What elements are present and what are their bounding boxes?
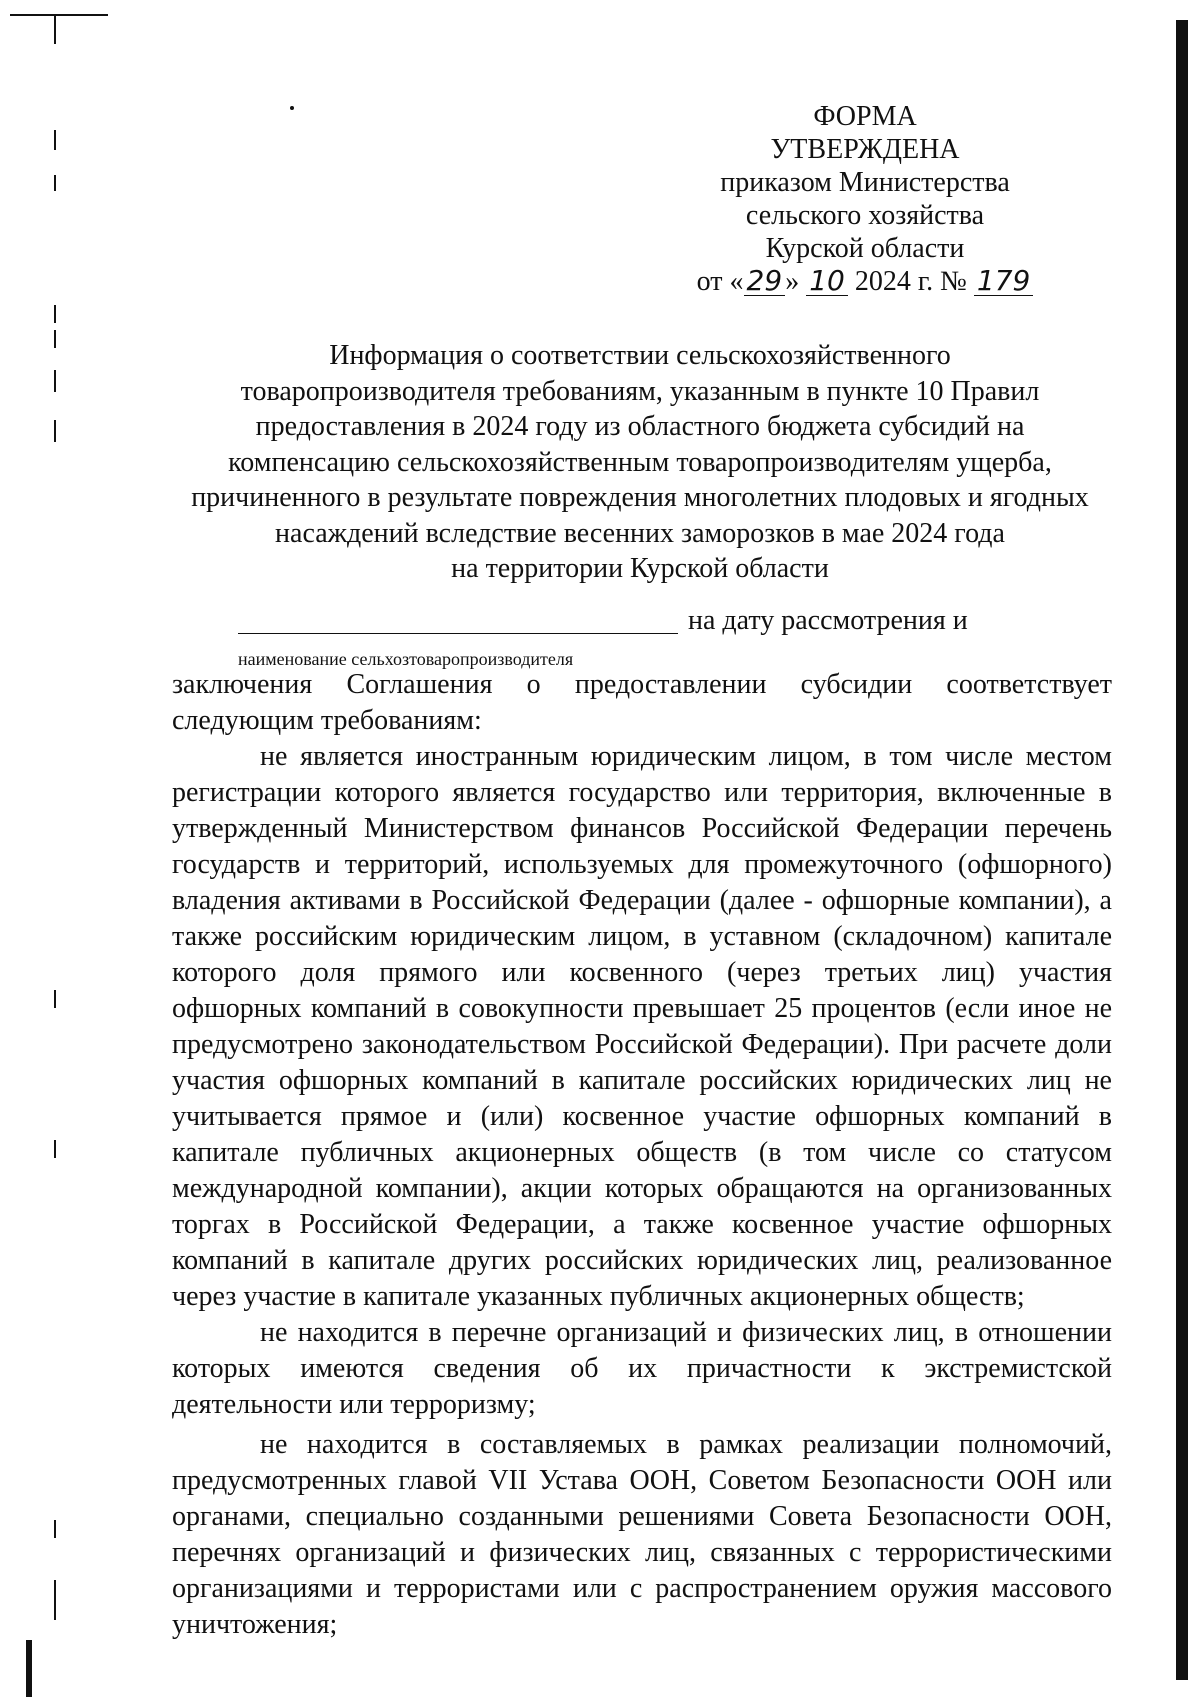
document-title [170, 338, 1110, 587]
scan-left-edge [54, 130, 56, 150]
scan-left-edge [54, 420, 56, 442]
scan-left-edge [54, 990, 56, 1008]
requirement-offshore-paragraph: не является иностранным юридическим лицом, в том числе местом регистрации которого является государство или территория, включенные в утвержденный Министерством финансов Российской Федерации перечень государств и территорий, используемых для промежуточного (офшорного) владения активами в Российской Федерации (далее - офшорные компании), а также российским юридическим лицом, в уставном (складочном) капитале которого доля прямого или косвенного (через третьих лиц) участия офшорных компаний в совокупности превышает 25 процентов (если иное не предусмотрено законодательством Российской Федерации). При расчете доли участия офшорных компаний в капитале российских юридических лиц не учитывается прямое и (или) косвенное участие офшорных компаний в капитале публичных акционерных обществ (в том числе со статусом международной компании), акции которых обращаются на организованных торгах в Российской Федерации, а также косвенное участие офшорных компаний в капитале других российских юридических лиц, реализованное через участие в капитале указанных публичных акционерных обществ; [172, 741, 1112, 1312]
approval-form-label: ФОРМА [813, 101, 917, 132]
scan-left-edge [54, 1520, 56, 1538]
scan-left-edge [54, 1580, 56, 1620]
approval-region-line: Курской области [765, 233, 965, 264]
body-intro-paragraph: заключения Соглашения о предоставлении субсидии соответствует следующим требованиям: [172, 669, 1112, 736]
title-line: Информация о соответствии сельскохозяйственного [329, 340, 951, 371]
title-line: причиненного в результате повреждения многолетних плодовых и ягодных [191, 482, 1089, 513]
producer-name-blank-line[interactable] [238, 633, 678, 634]
scan-left-edge [54, 330, 56, 348]
date-day-handwritten: 29 [744, 267, 786, 296]
producer-name-trailing-text: на дату рассмотрения и [688, 605, 968, 636]
date-day-close: » [785, 266, 800, 297]
date-year-and-number-label: 2024 г. № [854, 266, 967, 297]
scan-left-edge [54, 305, 56, 323]
date-prefix: от « [696, 266, 744, 297]
approval-approved-label: УТВЕРЖДЕНА [770, 134, 960, 165]
title-line: товаропроизводителя требованиям, указанным в пункте 10 Правил [240, 375, 1040, 407]
scan-left-edge [54, 16, 56, 44]
title-line: на территории Курской области [451, 553, 829, 584]
requirement-extremism-paragraph: не находится в перечне организаций и физических лиц, в отношении которых имеются сведения об их причастности к экстремистской деятельности или терроризму; [172, 1317, 1112, 1420]
date-month-handwritten: 10 [806, 267, 848, 296]
scan-left-edge [54, 175, 56, 191]
approval-order-line: приказом Министерства [720, 167, 1010, 198]
scan-left-edge [26, 1640, 32, 1697]
scan-right-edge [1176, 20, 1188, 1680]
producer-name-row [238, 605, 998, 645]
scan-speck [290, 106, 294, 110]
approval-block [690, 100, 1040, 298]
scan-left-edge [54, 370, 56, 392]
producer-name-caption: наименование сельхозтоваропроизводителя [238, 649, 574, 669]
title-line: предоставления в 2024 году из областного бюджета субсидий на [255, 411, 1025, 442]
title-line: насаждений вследствие весенних заморозков в мае 2024 года [275, 517, 1005, 549]
approval-date-line [690, 265, 1040, 298]
scan-left-edge [54, 1140, 56, 1158]
approval-ministry-line: сельского хозяйства [745, 200, 985, 231]
document-body [172, 667, 1112, 1643]
order-number-handwritten: 179 [974, 267, 1033, 296]
title-line: компенсацию сельскохозяйственным товаропроизводителям ущерба, [228, 446, 1052, 478]
requirement-un-lists-paragraph: не находится в составляемых в рамках реализации полномочий, предусмотренных главой VII Устава ООН, Советом Безопасности ООН или органами, специально созданными решениями Совета Безопасности ООН, перечнях организаций и физических лиц, связанных с террористическими организациями и террористами или с распространением оружия массового уничтожения; [172, 1429, 1112, 1640]
scan-corner-mark [10, 14, 108, 16]
